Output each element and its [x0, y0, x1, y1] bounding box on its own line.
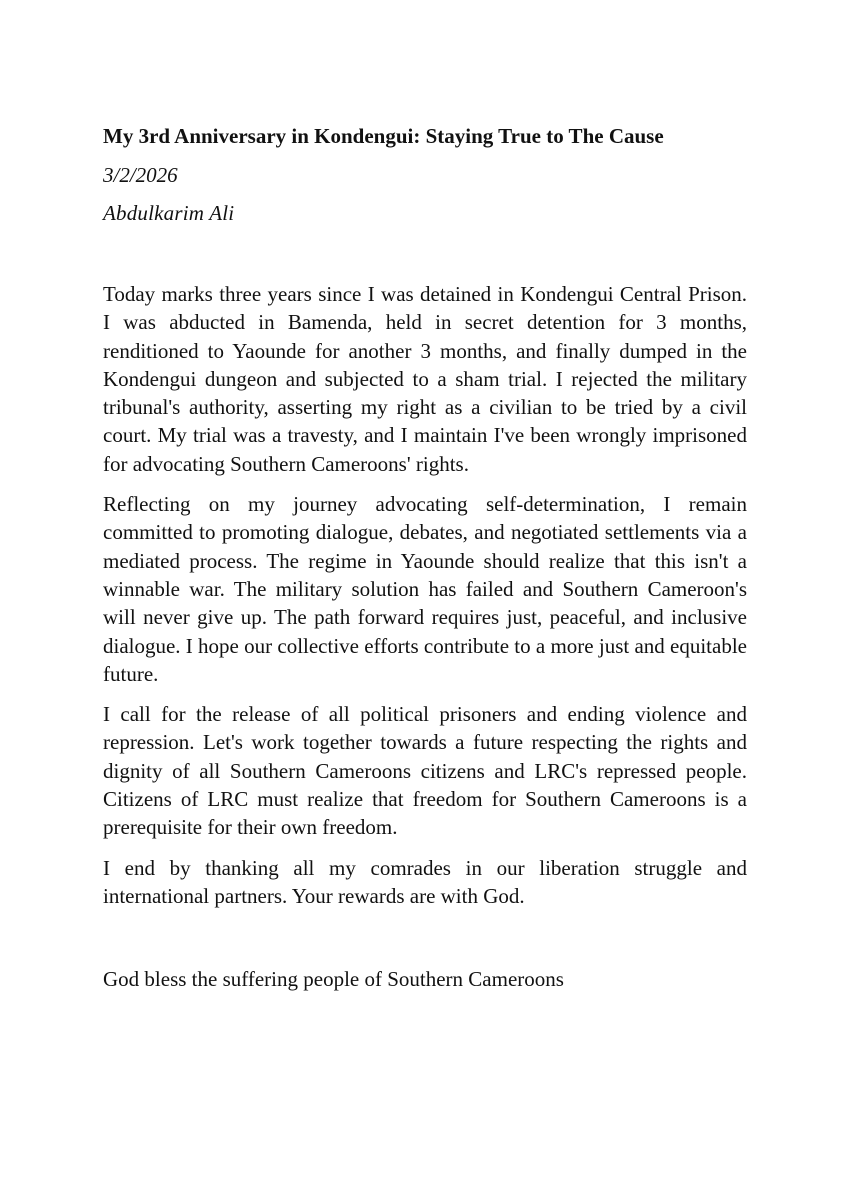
paragraph-3: I call for the release of all political prisoners and ending violence and repression. Let's work together towards a future respecting the rights and dignity of all Southern Cameroons citizens and LRC's repressed people. Citizens of LRC must realize that freedom for Southern Cameroons is a prerequisite for their own freedom.: [103, 702, 747, 840]
document-author: Abdulkarim Ali: [103, 201, 235, 225]
paragraph-4: I end by thanking all my comrades in our liberation struggle and international partners. Your rewards are with God.: [103, 855, 747, 908]
document-title: My 3rd Anniversary in Kondengui: Staying True to The Cause: [103, 124, 664, 148]
closing-line: God bless the suffering people of Southern Cameroons: [103, 967, 564, 992]
document-body: [103, 280, 747, 910]
paragraph-2: Reflecting on my journey advocating self-determination, I remain committed to promoting dialogue, debates, and negotiated settlements via a mediated process. The regime in Yaounde should realize that this isn't a winnable war. The military solution has failed and Southern Cameroon's will never give up. The path forward requires just, peaceful, and inclusive dialogue. I hope our collective efforts contribute to a more just and equitable future.: [103, 492, 747, 686]
document-date: 3/2/2026: [103, 163, 178, 187]
document-content: [103, 122, 747, 993]
paragraph-1: Today marks three years since I was detained in Kondengui Central Prison. I was abducted in Bamenda, held in secret detention for 3 months, renditioned to Yaounde for another 3 months, and finally dumped in the Kondengui dungeon and subjected to a sham trial. I rejected the military tribunal's authority, asserting my right as a civilian to be tried by a civil court. My trial was a travesty, and I maintain I've been wrongly imprisoned for advocating Southern Cameroons' rights.: [103, 282, 747, 476]
